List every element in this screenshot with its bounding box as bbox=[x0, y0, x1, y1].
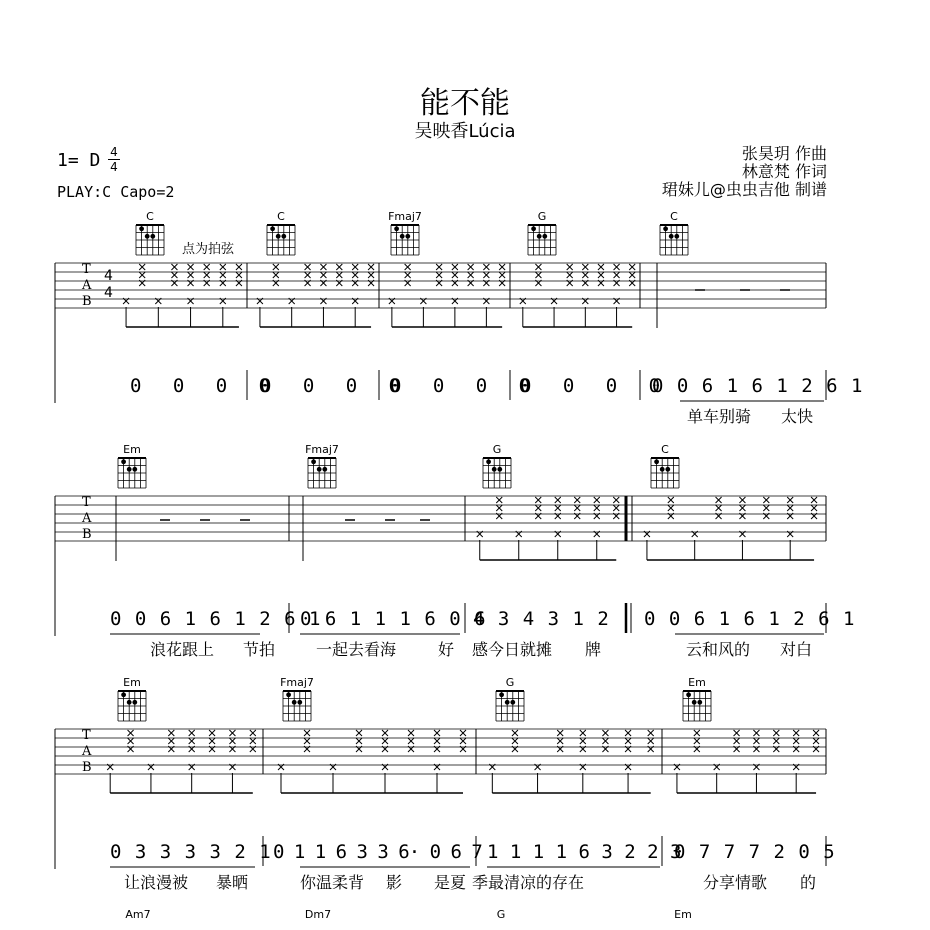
chord-name: Em bbox=[688, 676, 706, 689]
chord-name: Fmaj7 bbox=[280, 676, 314, 689]
chord-diagram bbox=[118, 691, 146, 721]
chord-finger-dot bbox=[132, 467, 137, 472]
lyric: 分享情歌 bbox=[703, 873, 768, 892]
chord-finger-dot bbox=[270, 226, 275, 231]
chord-diagram bbox=[267, 225, 295, 255]
lyric: 单车别骑 bbox=[687, 407, 752, 426]
notation-measure: 0 0 6 1 6 1 2 6 1 bbox=[652, 375, 864, 397]
lyricist: 林意梵 作词 bbox=[741, 162, 827, 181]
chord-name: G bbox=[505, 676, 515, 689]
chord-finger-dot bbox=[394, 226, 399, 231]
chord-name: G bbox=[492, 443, 502, 456]
chord-finger-dot bbox=[127, 700, 132, 705]
lyric: 节拍 bbox=[243, 640, 276, 659]
lyric: 云和风的 bbox=[686, 640, 751, 659]
chord-finger-dot bbox=[674, 234, 679, 239]
lyric: 的 bbox=[800, 873, 817, 892]
chord-diagram bbox=[528, 225, 556, 255]
play-capo: PLAY:C Capo=2 bbox=[57, 183, 175, 201]
chord-finger-dot bbox=[697, 700, 702, 705]
chord-finger-dot bbox=[499, 692, 504, 697]
chord-finger-dot bbox=[297, 700, 302, 705]
lyric: 感今日就摊 bbox=[472, 640, 553, 659]
chord-finger-dot bbox=[292, 700, 297, 705]
song-title: 能不能 bbox=[420, 86, 510, 121]
chord-finger-dot bbox=[665, 467, 670, 472]
chord-finger-dot bbox=[145, 234, 150, 239]
notation-measure: 0 0 0 0 bbox=[260, 375, 411, 397]
chord-finger-dot bbox=[121, 692, 126, 697]
chord-finger-dot bbox=[286, 692, 291, 697]
chord-finger-dot bbox=[311, 459, 316, 464]
chord-diagram bbox=[651, 458, 679, 488]
lyric: 牌 bbox=[585, 640, 602, 659]
chord-finger-dot bbox=[537, 234, 542, 239]
chord-finger-dot bbox=[150, 234, 155, 239]
chord-finger-dot bbox=[405, 234, 410, 239]
notation-measure: 0 1 1 6 3 3 6· 0 6 7 bbox=[273, 841, 482, 863]
chord-finger-dot bbox=[132, 700, 137, 705]
chord-name: G bbox=[496, 908, 506, 921]
chord-name: Em bbox=[123, 443, 141, 456]
chord-finger-dot bbox=[281, 234, 286, 239]
chord-finger-dot bbox=[654, 459, 659, 464]
chord-finger-dot bbox=[121, 459, 126, 464]
time-sig-bottom: 4 bbox=[110, 160, 118, 174]
lyric: 你温柔背 bbox=[300, 873, 365, 892]
chord-finger-dot bbox=[663, 226, 668, 231]
chord-finger-dot bbox=[531, 226, 536, 231]
chord-name: Fmaj7 bbox=[388, 210, 422, 223]
notation-measure: 0 0 0 0 bbox=[130, 375, 281, 397]
chord-name: Em bbox=[674, 908, 692, 921]
key-signature: 1= D bbox=[57, 150, 101, 171]
lyric: 是夏 bbox=[434, 873, 467, 892]
chord-finger-dot bbox=[317, 467, 322, 472]
strum-hint: 点为拍弦 bbox=[182, 242, 235, 257]
chord-diagram bbox=[118, 458, 146, 488]
chord-diagram bbox=[136, 225, 164, 255]
chord-finger-dot bbox=[127, 467, 132, 472]
chord-finger-dot bbox=[692, 700, 697, 705]
chord-finger-dot bbox=[322, 467, 327, 472]
chord-name: C bbox=[661, 443, 669, 456]
chord-diagram bbox=[283, 691, 311, 721]
chord-diagram bbox=[683, 691, 711, 721]
chord-diagram bbox=[308, 458, 336, 488]
chord-name: Am7 bbox=[125, 908, 151, 921]
chord-finger-dot bbox=[660, 467, 665, 472]
lyric: 让浪漫被 bbox=[124, 873, 189, 892]
lyric: 好 bbox=[438, 640, 455, 659]
chord-finger-dot bbox=[276, 234, 281, 239]
chord-finger-dot bbox=[542, 234, 547, 239]
tab-clef: T A B bbox=[82, 262, 92, 309]
notation-measure: 1 1 1 1 6 3 2 2 3 bbox=[487, 841, 682, 863]
chord-finger-dot bbox=[686, 692, 691, 697]
chord-finger-dot bbox=[400, 234, 405, 239]
tab-clef: T A B bbox=[82, 495, 92, 542]
artist-name: 吴映香Lúcia bbox=[414, 121, 516, 142]
chord-name: Em bbox=[123, 676, 141, 689]
chord-finger-dot bbox=[492, 467, 497, 472]
chord-diagram bbox=[660, 225, 688, 255]
lyric: 一起去看海 bbox=[316, 640, 397, 659]
chord-finger-dot bbox=[497, 467, 502, 472]
chord-diagram bbox=[496, 691, 524, 721]
lyric: 暴晒 bbox=[216, 873, 249, 892]
chord-name: Dm7 bbox=[304, 908, 332, 921]
tab-time-signature: 4 4 bbox=[104, 268, 113, 301]
tab-clef: T A B bbox=[82, 728, 92, 775]
chord-finger-dot bbox=[505, 700, 510, 705]
notation-measure: 0 7 7 7 2 0 5 bbox=[674, 841, 836, 863]
chord-finger-dot bbox=[669, 234, 674, 239]
composer: 张昊玥 作曲 bbox=[741, 144, 827, 163]
notation-measure: 4 3 4 3 1 2 bbox=[473, 608, 610, 630]
chord-finger-dot bbox=[139, 226, 144, 231]
chord-diagram bbox=[483, 458, 511, 488]
notation-measure: 0 0 0 0 bbox=[520, 375, 671, 397]
chord-finger-dot bbox=[486, 459, 491, 464]
lyric: 浪花跟上 bbox=[150, 640, 215, 659]
chord-name: C bbox=[146, 210, 154, 223]
arranger: 珺妹儿@虫虫吉他 制谱 bbox=[661, 180, 827, 199]
lyric: 太快 bbox=[781, 407, 814, 426]
chord-finger-dot bbox=[510, 700, 515, 705]
chord-name: G bbox=[537, 210, 547, 223]
notation-measure: 0 6 1 1 1 6 0 6 bbox=[300, 608, 487, 630]
notation-measure: 0 0 0 0 bbox=[390, 375, 541, 397]
chord-name: C bbox=[670, 210, 678, 223]
lyric: 对白 bbox=[780, 640, 813, 659]
lyric: 影 bbox=[386, 873, 403, 892]
chord-name: C bbox=[277, 210, 285, 223]
lyric: 季最清凉的存在 bbox=[472, 873, 585, 892]
notation-measure: 0 0 6 1 6 1 2 6 1 bbox=[110, 608, 322, 630]
notation-measure: 0 0 6 1 6 1 2 6 1 bbox=[644, 608, 856, 630]
notation-measure: 0 3 3 3 3 2 1 bbox=[110, 841, 272, 863]
chord-diagram bbox=[391, 225, 419, 255]
time-sig-top: 4 bbox=[110, 145, 118, 159]
chord-name: Fmaj7 bbox=[305, 443, 339, 456]
